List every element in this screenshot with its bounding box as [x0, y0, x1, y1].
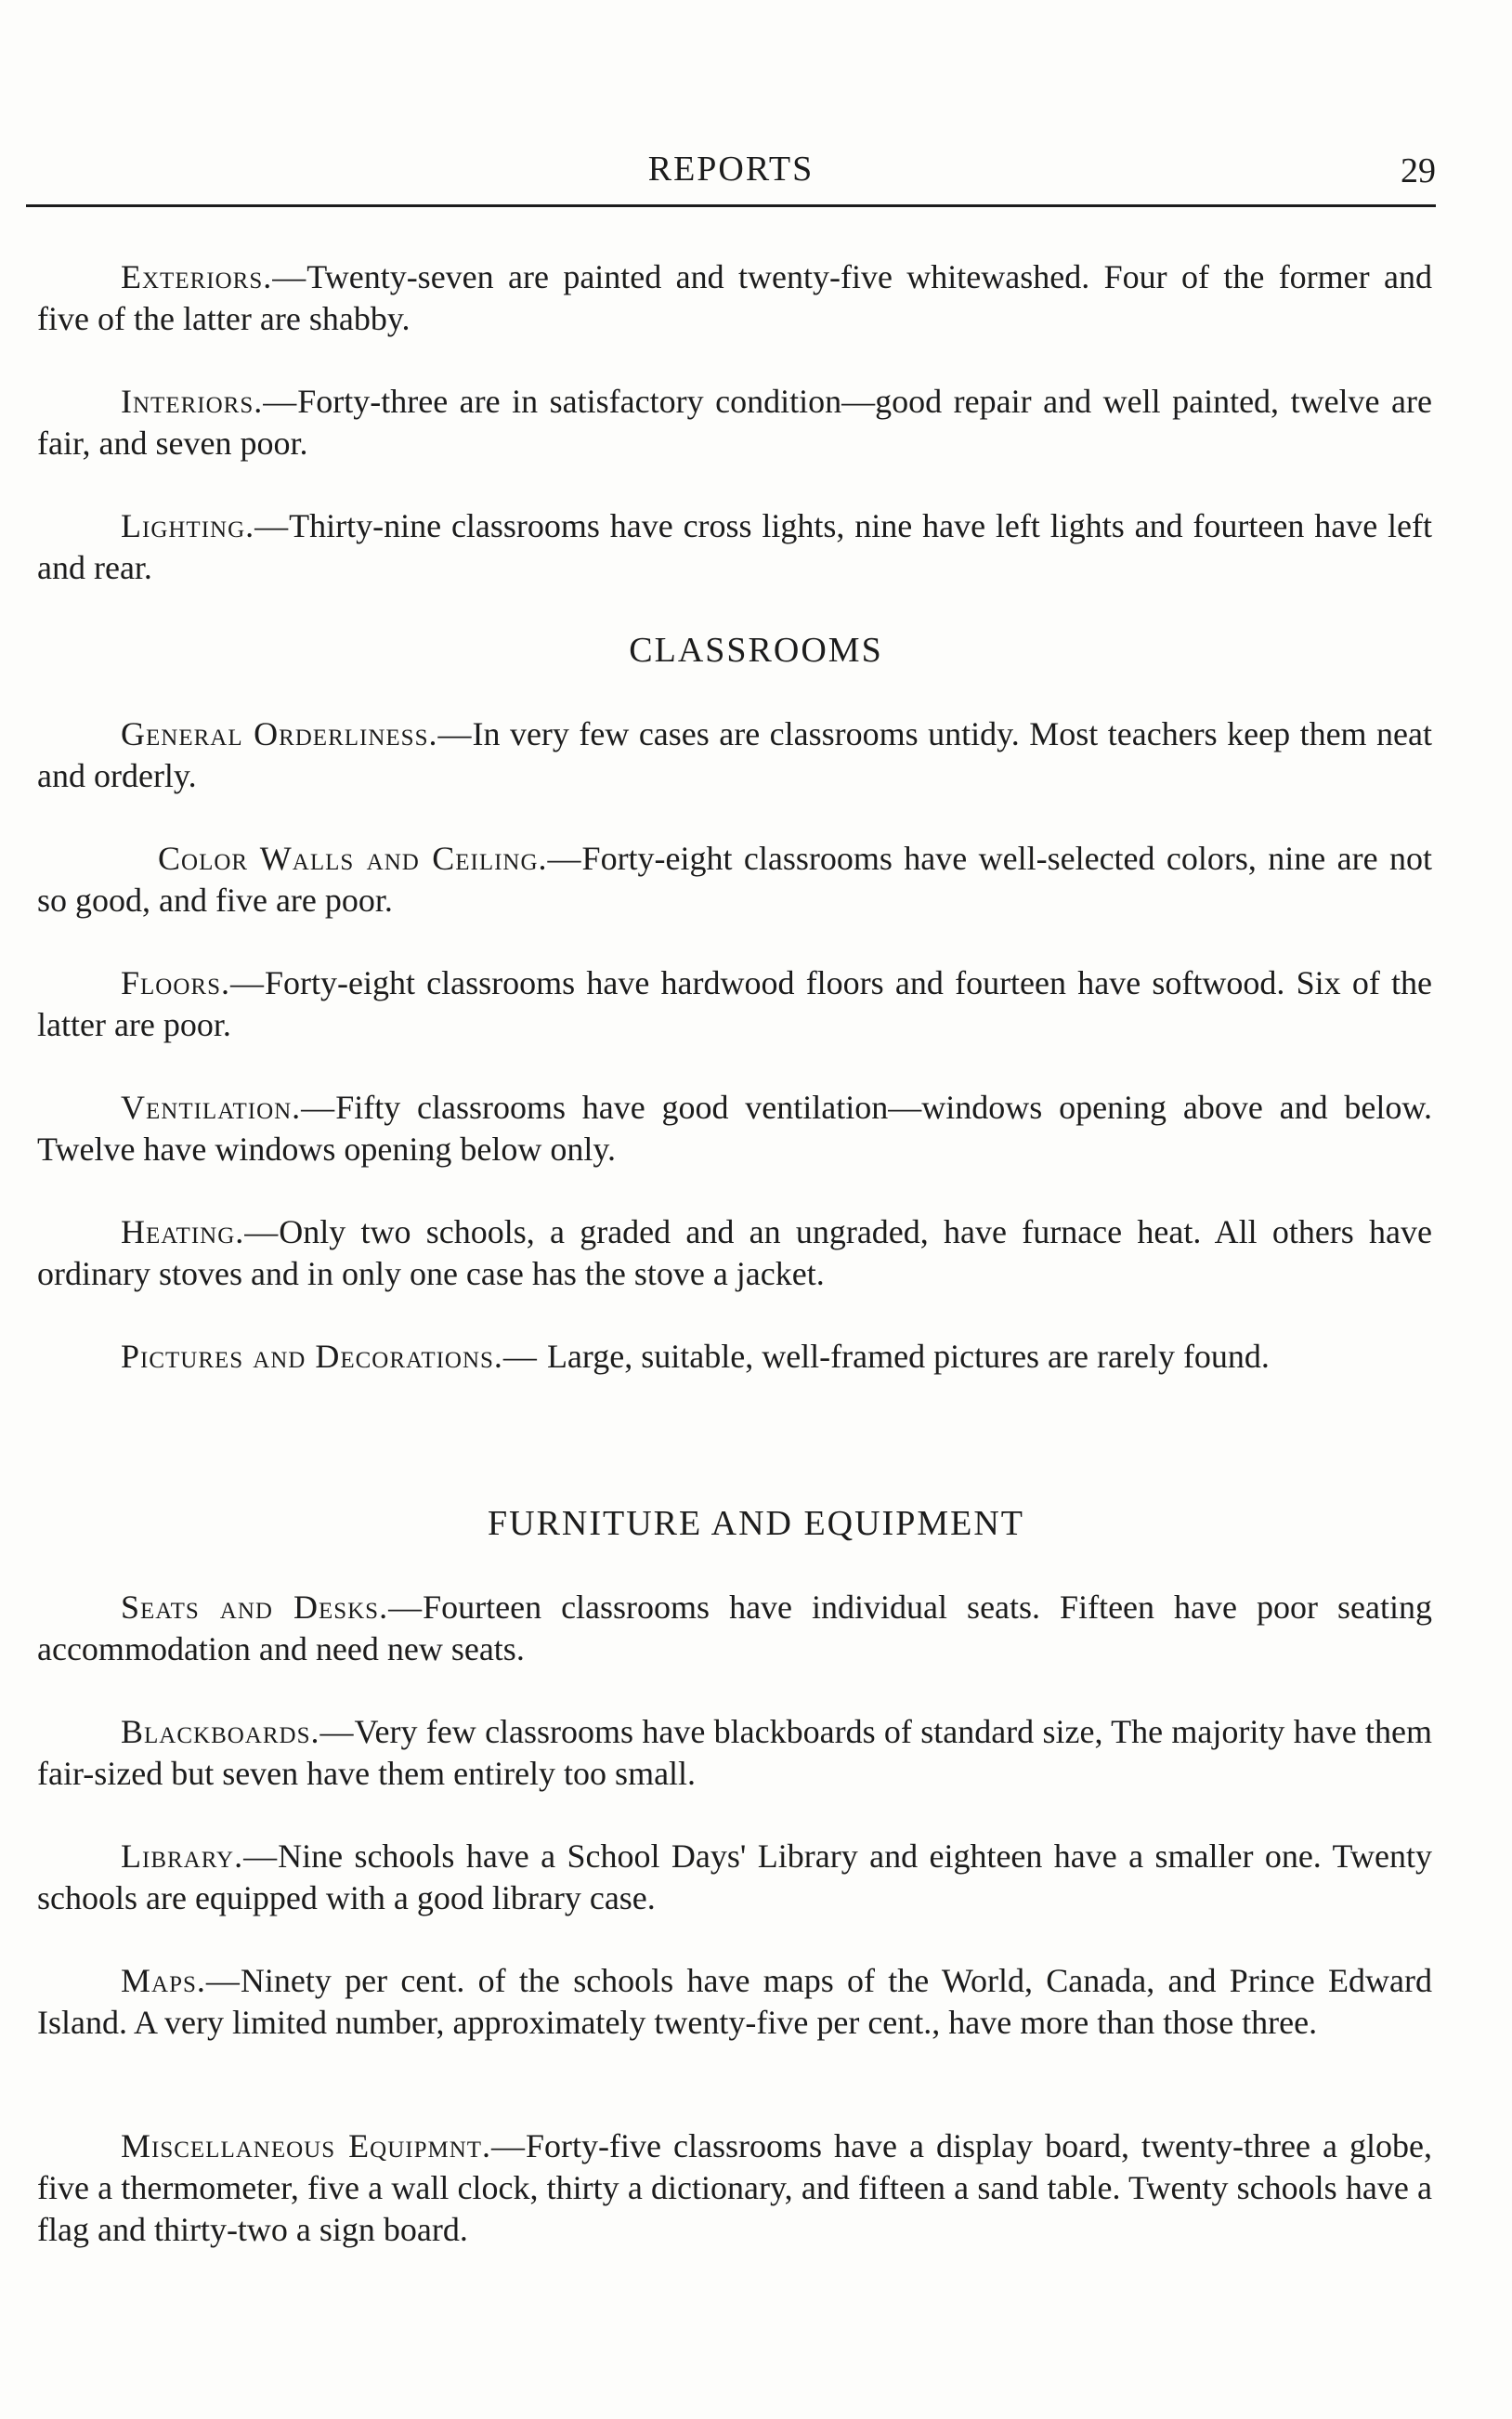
- paragraph-maps: [37, 1960, 1432, 2044]
- paragraph-pictures-decorations: [37, 1336, 1432, 1378]
- paragraph-text: In very few cases are classrooms untidy. Most teachers keep them neat and orderly.: [37, 715, 1432, 794]
- header-rule: [26, 204, 1436, 207]
- paragraph-ventilation: [37, 1087, 1432, 1170]
- paragraph-floors: [37, 962, 1432, 1046]
- paragraph-lighting: [37, 505, 1432, 589]
- paragraph-lead: Interiors.—: [121, 383, 298, 420]
- paragraph-general-orderliness: [37, 713, 1432, 797]
- paragraph-library: [37, 1836, 1432, 1919]
- paragraph-lead: General Orderliness.—: [121, 715, 473, 752]
- paragraph-lead: Miscellaneous Equipmnt.—: [121, 2127, 527, 2164]
- paragraph-lead: Exteriors.—: [121, 258, 307, 295]
- paragraph-seats-desks: [37, 1587, 1432, 1670]
- paragraph-lead: Heating.—: [121, 1213, 280, 1250]
- page-number: 29: [1401, 151, 1436, 190]
- paragraph-lead: Pictures and Decorations.—: [121, 1338, 547, 1375]
- paragraph-text: Forty-five classrooms have a display board, twenty-three a globe, five a thermometer, five a wall clock, thirty a dictionary, and fifteen a sand table. Twenty schools have a flag and thirty-two a sign board.: [37, 2127, 1432, 2248]
- paragraph-lead: Color Walls and Ceiling.—: [158, 840, 582, 877]
- paragraph-lead: Lighting.—: [121, 507, 290, 544]
- paragraph-lead: Blackboards.—: [121, 1713, 355, 1750]
- section-heading-classrooms: CLASSROOMS: [629, 631, 883, 670]
- paragraph-text: Very few classrooms have blackboards of standard size, The majority have them fair-sized but seven have them entirely too small.: [37, 1713, 1432, 1792]
- paragraph-text: Thirty-nine classrooms have cross lights, nine have left lights and fourteen have left and rear.: [37, 507, 1432, 586]
- paragraph-lead: Library.—: [121, 1837, 279, 1875]
- paragraph-text: Ninety per cent. of the schools have maps of the World, Canada, and Prince Edward Island. A very limited number, approximately twenty-five per cent., have more than those three.: [37, 1962, 1432, 2041]
- running-head: [26, 149, 1436, 204]
- paragraph-blackboards: [37, 1711, 1432, 1795]
- paragraph-text: Forty-eight classrooms have hardwood floors and fourteen have softwood. Six of the latter are poor.: [37, 964, 1432, 1043]
- paragraph-miscellaneous-equipment: [37, 2125, 1432, 2251]
- paragraph-lead: Seats and Desks.—: [121, 1589, 424, 1626]
- paragraph-text: Fourteen classrooms have individual seats. Fifteen have poor seating accommodation and need new seats.: [37, 1589, 1432, 1667]
- paragraph-text: Forty-eight classrooms have well-selected colors, nine are not so good, and five are poor.: [37, 840, 1432, 919]
- paragraph-lead: Maps.—: [121, 1962, 241, 1999]
- paragraph-heating: [37, 1211, 1432, 1295]
- paragraph-text: Forty-three are in satisfactory condition—good repair and well painted, twelve are fair, and seven poor.: [37, 383, 1432, 462]
- page-title: REPORTS: [647, 150, 815, 189]
- section-heading-furniture: FURNITURE AND EQUIPMENT: [488, 1504, 1024, 1543]
- paragraph-text: Nine schools have a School Days' Library and eighteen have a smaller one. Twenty schools are equipped with a good library case.: [37, 1837, 1432, 1916]
- paragraph-color-walls: [37, 838, 1432, 922]
- paragraph-text: Twenty-seven are painted and twenty-five whitewashed. Four of the former and five of the latter are shabby.: [37, 258, 1432, 337]
- paragraph-lead: Floors.—: [121, 964, 265, 1001]
- paragraph-text: Only two schools, a graded and an ungraded, have furnace heat. All others have ordinary stoves and in only one case has the stove a jacket.: [37, 1213, 1432, 1292]
- paragraph-text: Fifty classrooms have good ventilation—windows opening above and below. Twelve have windows opening below only.: [37, 1089, 1432, 1168]
- paragraph-exteriors: [37, 256, 1432, 340]
- paragraph-text: Large, suitable, well-framed pictures are rarely found.: [546, 1338, 1270, 1375]
- paragraph-lead: Ventilation.—: [121, 1089, 336, 1126]
- paragraph-interiors: [37, 381, 1432, 464]
